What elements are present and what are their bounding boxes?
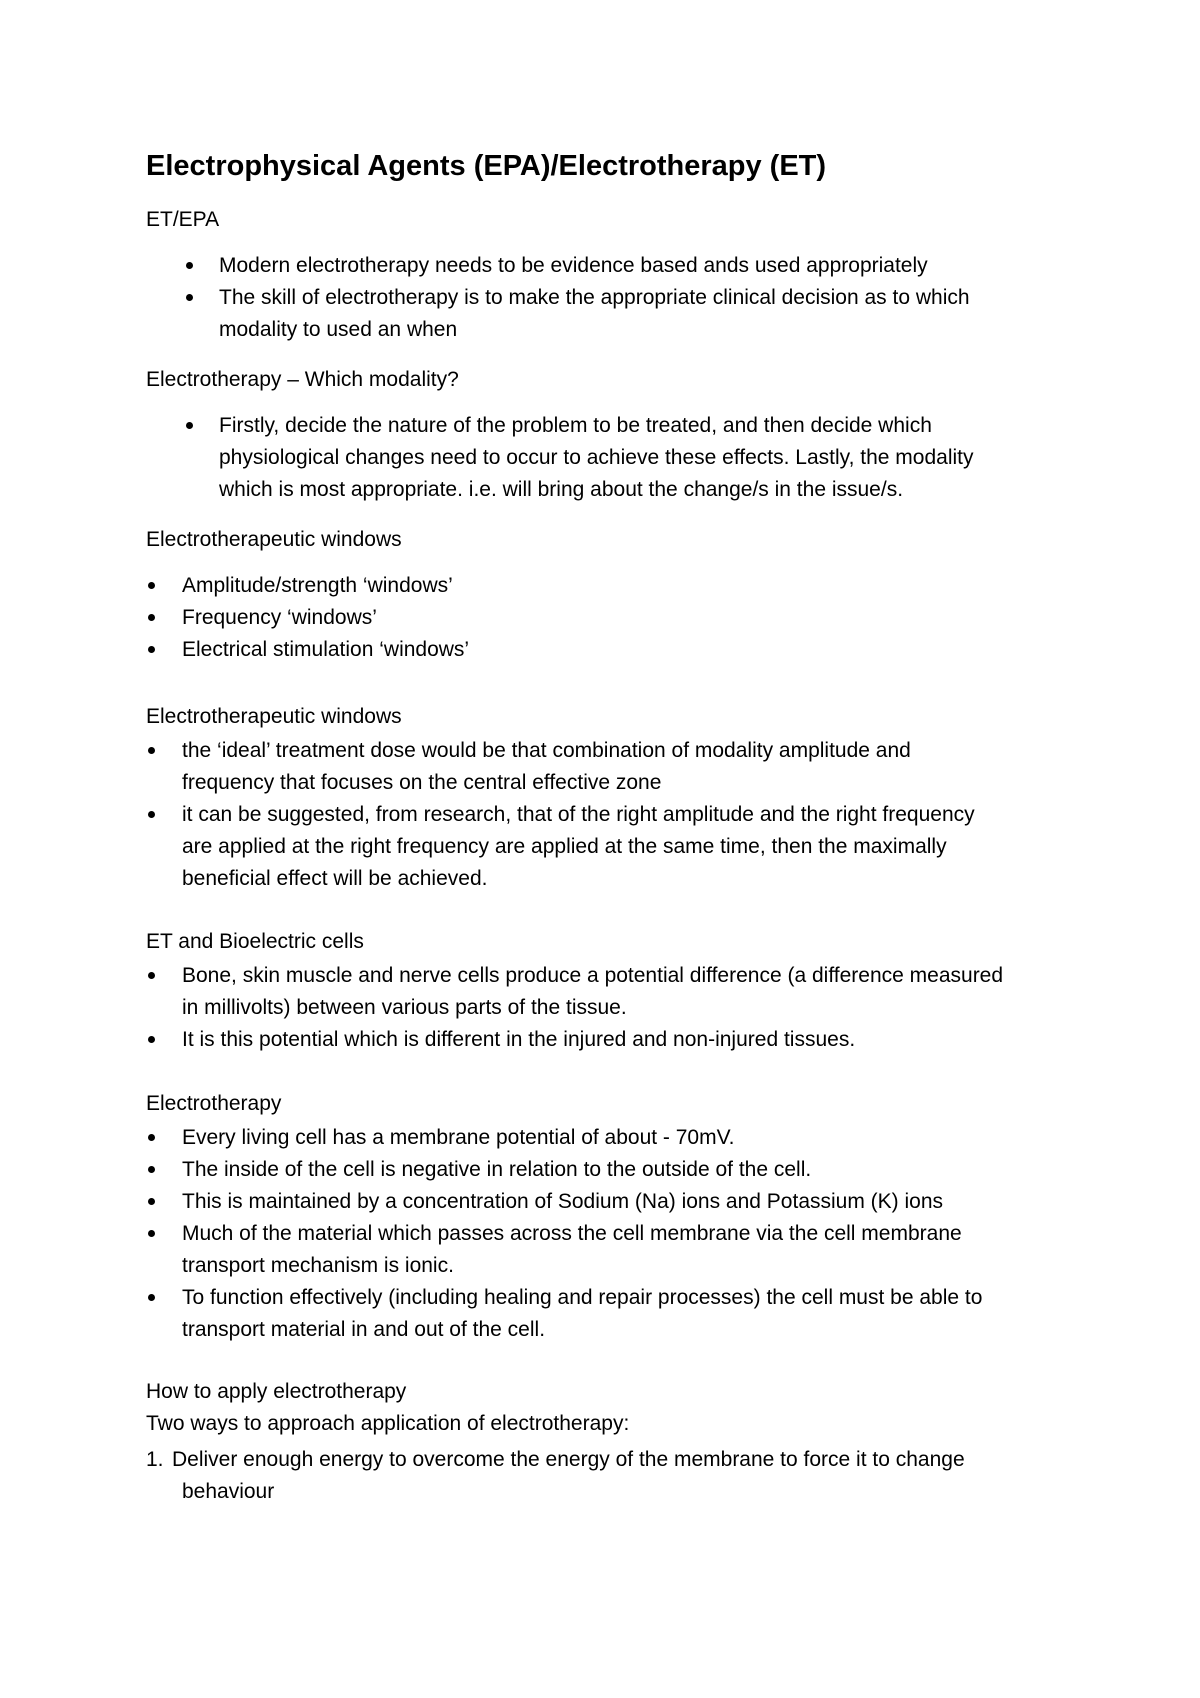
bullet-icon: [148, 747, 155, 754]
list-item: Much of the material which passes across the cell membrane via the cell membrane transport mechanism is ionic.: [182, 1222, 962, 1277]
bullet-icon: [186, 422, 193, 429]
bullet-icon: [148, 972, 155, 979]
bullet-icon: [186, 294, 193, 301]
bullet-icon: [148, 1134, 155, 1141]
list-item: Amplitude/strength ‘windows’: [182, 574, 453, 597]
section-heading: Electrotherapy: [146, 1092, 282, 1115]
section-heading: ET and Bioelectric cells: [146, 930, 364, 953]
section-heading: Electrotherapy – Which modality?: [146, 368, 459, 391]
bullet-icon: [148, 582, 155, 589]
list-item: Bone, skin muscle and nerve cells produce a potential difference (a difference measured in millivolts) between various parts of the tissue.: [182, 964, 1004, 1019]
list-item: The skill of electrotherapy is to make the appropriate clinical decision as to which modality to used an when: [219, 286, 970, 341]
bullet-icon: [148, 1198, 155, 1205]
bullet-icon: [148, 646, 155, 653]
section-heading: How to apply electrotherapy: [146, 1380, 407, 1403]
bullet-icon: [148, 1230, 155, 1237]
list-item: It is this potential which is different in the injured and non-injured tissues.: [182, 1028, 856, 1051]
section-heading: Electrotherapeutic windows: [146, 705, 402, 728]
bullet-icon: [148, 614, 155, 621]
list-item: Every living cell has a membrane potential of about - 70mV.: [182, 1126, 735, 1149]
list-item: the ‘ideal’ treatment dose would be that combination of modality amplitude and frequency that focuses on the central effective zone: [182, 739, 911, 794]
bullet-icon: [148, 1036, 155, 1043]
bullet-icon: [148, 1166, 155, 1173]
list-item: Electrical stimulation ‘windows’: [182, 638, 470, 661]
list-item: it can be suggested, from research, that of the right amplitude and the right frequency are applied at the right frequency are applied at the same time, then the maximally beneficial effect will be achieved.: [182, 803, 975, 890]
list-item: Firstly, decide the nature of the problem to be treated, and then decide which physiological changes need to occur to achieve these effects. Lastly, the modality which is most appropriate. i.e. will bring about the change/s in the issue/s.: [219, 414, 974, 501]
list-item: To function effectively (including healing and repair processes) the cell must be able to transport material in and out of the cell.: [182, 1286, 983, 1341]
list-item: The inside of the cell is negative in relation to the outside of the cell.: [182, 1158, 812, 1181]
bullet-icon: [148, 1294, 155, 1301]
document-title: Electrophysical Agents (EPA)/Electrotherapy (ET): [146, 150, 827, 182]
numbered-list-item: Deliver enough energy to overcome the energy of the membrane to force it to change behaviour: [172, 1448, 965, 1503]
section-subheading: Two ways to approach application of electrotherapy:: [146, 1412, 630, 1435]
list-item: Modern electrotherapy needs to be evidence based ands used appropriately: [219, 254, 928, 277]
bullet-icon: [148, 811, 155, 818]
section-heading: ET/EPA: [146, 208, 220, 231]
list-item: Frequency ‘windows’: [182, 606, 377, 629]
list-item: This is maintained by a concentration of Sodium (Na) ions and Potassium (K) ions: [182, 1190, 944, 1213]
bullet-icon: [186, 262, 193, 269]
section-heading: Electrotherapeutic windows: [146, 528, 402, 551]
list-number: 1.: [146, 1448, 164, 1471]
